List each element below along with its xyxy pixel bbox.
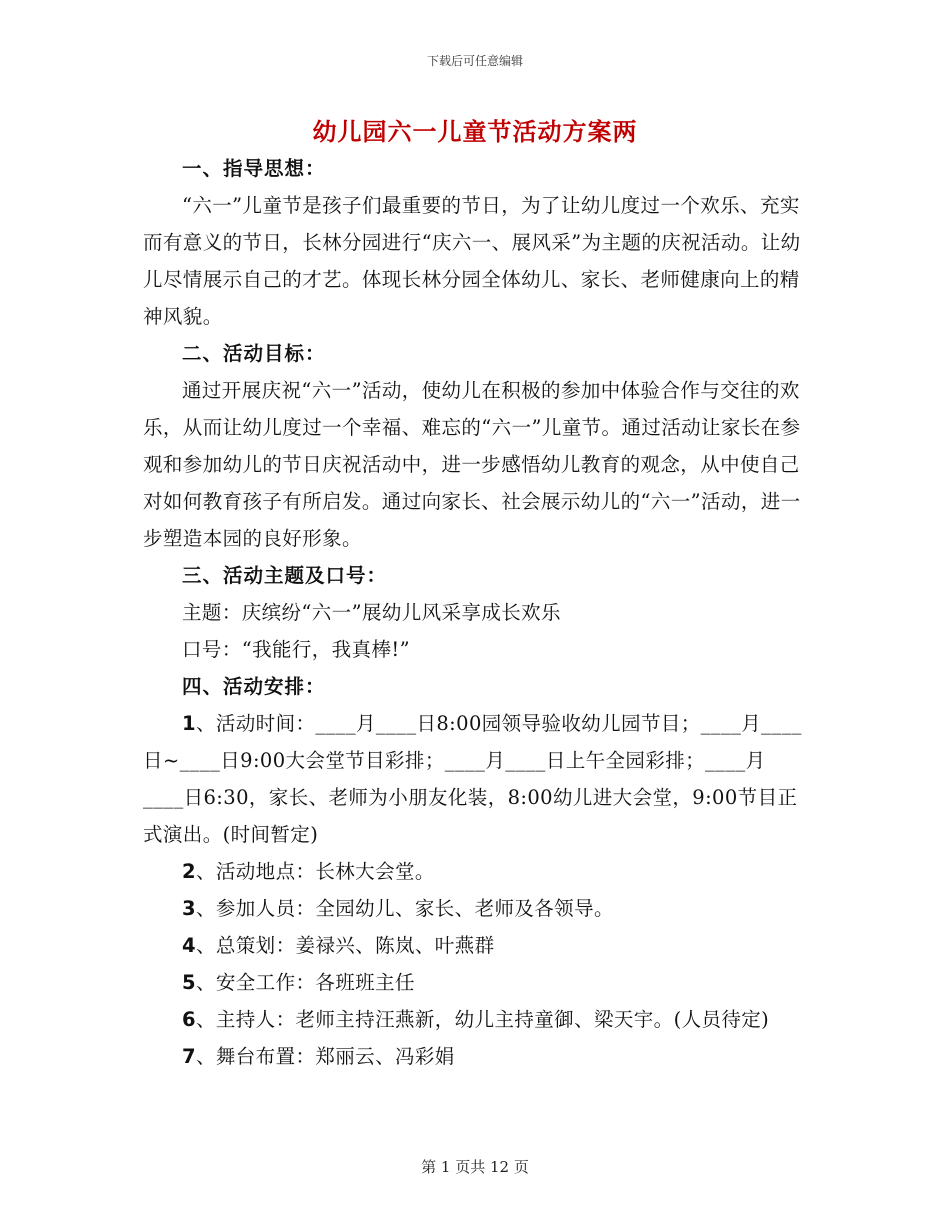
item-text: 、总策划：姜禄兴、陈岚、叶燕群 — [195, 934, 495, 957]
list-item — [143, 853, 806, 890]
list-item — [143, 927, 806, 964]
theme-line: 主题：庆缤纷“六一”展幼儿风采享成长欢乐 — [182, 601, 561, 624]
list-item — [143, 1001, 806, 1038]
list-item — [143, 1038, 806, 1075]
item-number: 4 — [182, 934, 196, 957]
document-title: 幼儿园六一儿童节活动方案两 — [312, 117, 638, 146]
section-heading: 三、活动主题及口号： — [182, 564, 388, 587]
item-number: 3 — [182, 897, 196, 920]
section-heading: 二、活动目标： — [182, 342, 326, 365]
document-body — [143, 150, 806, 1075]
slogan-line: 口号：“我能行，我真棒!” — [182, 638, 410, 661]
item-text: 、主持人：老师主持汪燕新，幼儿主持童御、梁天宇。(人员待定) — [195, 1008, 770, 1031]
list-item — [143, 964, 806, 1001]
section-heading: 四、活动安排： — [182, 675, 326, 698]
item-text: 、活动地点：长林大会堂。 — [195, 860, 435, 883]
item-text: 、参加人员：全园幼儿、家长、老师及各领导。 — [195, 897, 614, 920]
item-number: 7 — [182, 1045, 196, 1068]
paragraph: 通过开展庆祝“六一”活动，使幼儿在积极的参加中体验合作与交往的欢乐，从而让幼儿度过一个幸福、难忘的“六一”儿童节。通过活动让家长在参观和参加幼儿的节日庆祝活动中，进一步感悟幼儿教育的观念，从中使自己对如何教育孩子有所启发。通过向家长、社会展示幼儿的“六一”活动，进一步塑造本园的良好形象。 — [143, 379, 801, 550]
item-text: 、舞台布置：郑丽云、冯彩娟 — [195, 1045, 455, 1068]
item-text: 、安全工作：各班班主任 — [195, 971, 415, 994]
paragraph: “六一”儿童节是孩子们最重要的节日，为了让幼儿度过一个欢乐、充实而有意义的节日，长林分园进行“庆六一、展风采”为主题的庆祝活动。让幼儿尽情展示自己的才艺。体现长林分园全体幼儿、家长、老师健康向上的精神风貌。 — [143, 194, 801, 328]
item-number: 1 — [182, 712, 196, 735]
list-item — [143, 705, 806, 853]
list-item — [143, 890, 806, 927]
item-number: 2 — [182, 860, 196, 883]
item-text: 、活动时间：____月____日8:00园领导验收幼儿园节目；____月____日~____日9:00大会堂节目彩排；____月____日上午全园彩排；____月____日6:30，家长、老师为小朋友化装，8:00幼儿进大会堂，9:00节目正式演出。(时间暂定) — [143, 712, 802, 846]
page-footer: 第 1 页共 12 页 — [421, 1158, 529, 1176]
section-heading: 一、指导思想： — [182, 157, 326, 180]
page-header-note: 下载后可任意编辑 — [426, 54, 523, 68]
item-number: 5 — [182, 971, 196, 994]
item-number: 6 — [182, 1008, 196, 1031]
